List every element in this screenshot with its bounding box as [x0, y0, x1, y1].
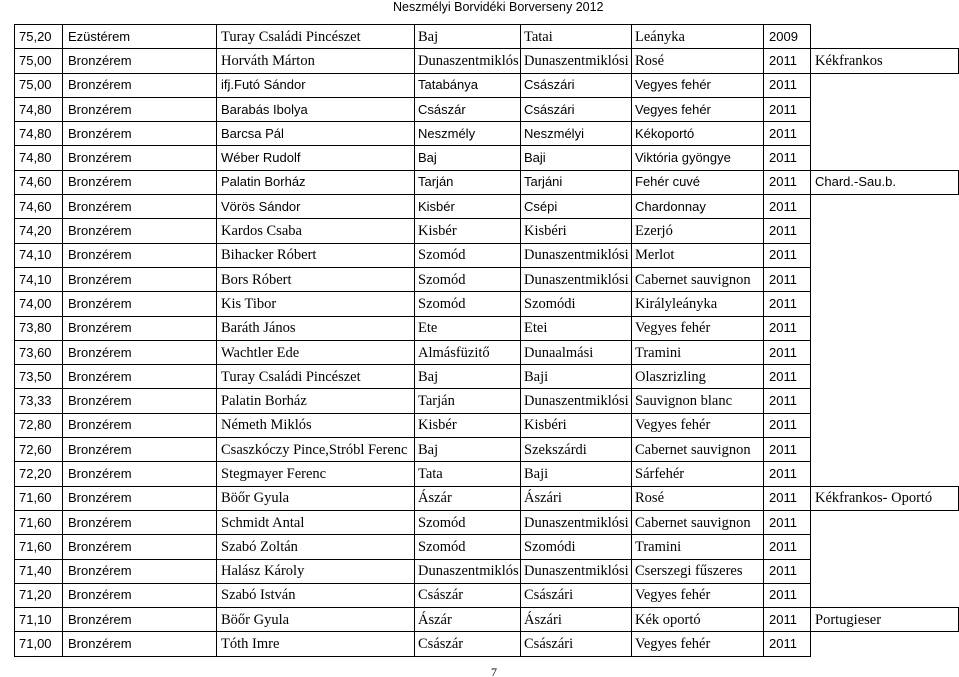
- town-cell: Császár: [415, 632, 521, 656]
- note-cell: [811, 438, 959, 462]
- result-row: [15, 49, 959, 73]
- medal-cell: Bronzérem: [63, 316, 217, 340]
- note-cell: [811, 583, 959, 607]
- producer-cell: Németh Miklós: [217, 413, 415, 437]
- producer-cell: Kis Tibor: [217, 292, 415, 316]
- variety-cell: Rosé: [632, 49, 764, 73]
- note-cell: [811, 632, 959, 656]
- result-row: [15, 316, 959, 340]
- variety-cell: Rosé: [632, 486, 764, 510]
- variety-cell: Viktória gyöngye: [632, 146, 764, 170]
- result-row: [15, 170, 959, 194]
- town-cell: Kisbér: [415, 195, 521, 219]
- result-row: [15, 389, 959, 413]
- result-row: [15, 365, 959, 389]
- score-cell: 74,20: [15, 219, 63, 243]
- note-cell: [811, 292, 959, 316]
- note-cell: [811, 73, 959, 97]
- score-cell: 73,80: [15, 316, 63, 340]
- year-cell: 2011: [764, 583, 811, 607]
- town-cell: Kisbér: [415, 413, 521, 437]
- year-cell: 2011: [764, 462, 811, 486]
- region-cell: Császári: [521, 97, 632, 121]
- town-cell: Császár: [415, 583, 521, 607]
- medal-cell: Bronzérem: [63, 97, 217, 121]
- year-cell: 2011: [764, 170, 811, 194]
- medal-cell: Bronzérem: [63, 413, 217, 437]
- region-cell: Dunaszentmiklósi: [521, 243, 632, 267]
- producer-cell: Tóth Imre: [217, 632, 415, 656]
- medal-cell: Bronzérem: [63, 340, 217, 364]
- region-cell: Szekszárdi: [521, 438, 632, 462]
- region-cell: Szomódi: [521, 535, 632, 559]
- score-cell: 71,60: [15, 486, 63, 510]
- producer-cell: Stegmayer Ferenc: [217, 462, 415, 486]
- producer-cell: Wéber Rudolf: [217, 146, 415, 170]
- town-cell: Tatabánya: [415, 73, 521, 97]
- variety-cell: Vegyes fehér: [632, 413, 764, 437]
- producer-cell: Halász Károly: [217, 559, 415, 583]
- variety-cell: Vegyes fehér: [632, 97, 764, 121]
- year-cell: 2011: [764, 340, 811, 364]
- producer-cell: Wachtler Ede: [217, 340, 415, 364]
- score-cell: 71,60: [15, 535, 63, 559]
- result-row: [15, 438, 959, 462]
- producer-cell: Vörös Sándor: [217, 195, 415, 219]
- result-row: [15, 608, 959, 632]
- year-cell: 2011: [764, 146, 811, 170]
- producer-cell: Bihacker Róbert: [217, 243, 415, 267]
- year-cell: 2011: [764, 559, 811, 583]
- medal-cell: Bronzérem: [63, 49, 217, 73]
- town-cell: Baj: [415, 146, 521, 170]
- town-cell: Szomód: [415, 292, 521, 316]
- region-cell: Csépi: [521, 195, 632, 219]
- town-cell: Baj: [415, 365, 521, 389]
- medal-cell: Bronzérem: [63, 389, 217, 413]
- region-cell: Dunaszentmiklósi: [521, 49, 632, 73]
- result-row: [15, 413, 959, 437]
- note-cell: [811, 97, 959, 121]
- variety-cell: Cserszegi fűszeres: [632, 559, 764, 583]
- note-cell: Portugieser: [811, 608, 959, 632]
- result-row: [15, 510, 959, 534]
- note-cell: [811, 267, 959, 291]
- producer-cell: Barcsa Pál: [217, 122, 415, 146]
- year-cell: 2011: [764, 510, 811, 534]
- score-cell: 75,00: [15, 73, 63, 97]
- score-cell: 74,80: [15, 146, 63, 170]
- year-cell: 2011: [764, 97, 811, 121]
- year-cell: 2011: [764, 219, 811, 243]
- score-cell: 71,10: [15, 608, 63, 632]
- score-cell: 72,20: [15, 462, 63, 486]
- medal-cell: Bronzérem: [63, 195, 217, 219]
- producer-cell: Szabó Zoltán: [217, 535, 415, 559]
- town-cell: Neszmély: [415, 122, 521, 146]
- result-row: [15, 535, 959, 559]
- town-cell: Tarján: [415, 389, 521, 413]
- note-cell: [811, 389, 959, 413]
- year-cell: 2011: [764, 438, 811, 462]
- variety-cell: Chardonnay: [632, 195, 764, 219]
- medal-cell: Bronzérem: [63, 292, 217, 316]
- year-cell: 2011: [764, 413, 811, 437]
- score-cell: 75,00: [15, 49, 63, 73]
- variety-cell: Cabernet sauvignon: [632, 438, 764, 462]
- town-cell: Szomód: [415, 267, 521, 291]
- variety-cell: Tramini: [632, 340, 764, 364]
- producer-cell: Turay Családi Pincészet: [217, 25, 415, 49]
- producer-cell: Szabó István: [217, 583, 415, 607]
- note-cell: [811, 413, 959, 437]
- note-cell: [811, 365, 959, 389]
- year-cell: 2011: [764, 316, 811, 340]
- town-cell: Kisbér: [415, 219, 521, 243]
- score-cell: 74,60: [15, 170, 63, 194]
- score-cell: 71,00: [15, 632, 63, 656]
- variety-cell: Olaszrizling: [632, 365, 764, 389]
- result-row: [15, 146, 959, 170]
- year-cell: 2011: [764, 49, 811, 73]
- result-row: [15, 559, 959, 583]
- result-row: [15, 243, 959, 267]
- variety-cell: Ezerjó: [632, 219, 764, 243]
- region-cell: Ászári: [521, 486, 632, 510]
- variety-cell: Sárfehér: [632, 462, 764, 486]
- note-cell: [811, 462, 959, 486]
- note-cell: [811, 243, 959, 267]
- town-cell: Ászár: [415, 608, 521, 632]
- producer-cell: Horváth Márton: [217, 49, 415, 73]
- year-cell: 2011: [764, 365, 811, 389]
- town-cell: Ete: [415, 316, 521, 340]
- region-cell: Szomódi: [521, 292, 632, 316]
- medal-cell: Bronzérem: [63, 267, 217, 291]
- town-cell: Baj: [415, 25, 521, 49]
- medal-cell: Bronzérem: [63, 73, 217, 97]
- region-cell: Dunaszentmiklósi: [521, 510, 632, 534]
- result-row: [15, 25, 959, 49]
- year-cell: 2009: [764, 25, 811, 49]
- medal-cell: Bronzérem: [63, 510, 217, 534]
- town-cell: Szomód: [415, 243, 521, 267]
- region-cell: Császári: [521, 632, 632, 656]
- town-cell: Császár: [415, 97, 521, 121]
- region-cell: Ászári: [521, 608, 632, 632]
- note-cell: [811, 340, 959, 364]
- year-cell: 2011: [764, 243, 811, 267]
- producer-cell: Schmidt Antal: [217, 510, 415, 534]
- town-cell: Baj: [415, 438, 521, 462]
- town-cell: Szomód: [415, 510, 521, 534]
- score-cell: 71,60: [15, 510, 63, 534]
- region-cell: Baji: [521, 146, 632, 170]
- result-row: [15, 267, 959, 291]
- medal-cell: Bronzérem: [63, 632, 217, 656]
- note-cell: [811, 122, 959, 146]
- note-cell: [811, 146, 959, 170]
- note-cell: Kékfrankos- Oportó: [811, 486, 959, 510]
- producer-cell: Barabás Ibolya: [217, 97, 415, 121]
- region-cell: Kisbéri: [521, 413, 632, 437]
- medal-cell: Bronzérem: [63, 438, 217, 462]
- variety-cell: Cabernet sauvignon: [632, 510, 764, 534]
- result-row: [15, 340, 959, 364]
- score-cell: 74,80: [15, 97, 63, 121]
- year-cell: 2011: [764, 632, 811, 656]
- producer-cell: Bors Róbert: [217, 267, 415, 291]
- variety-cell: Kék oportó: [632, 608, 764, 632]
- score-cell: 74,10: [15, 243, 63, 267]
- town-cell: Dunaszentmiklós: [415, 49, 521, 73]
- medal-cell: Bronzérem: [63, 486, 217, 510]
- score-cell: 74,10: [15, 267, 63, 291]
- results-table: [14, 24, 959, 657]
- region-cell: Neszmélyi: [521, 122, 632, 146]
- year-cell: 2011: [764, 535, 811, 559]
- producer-cell: Palatin Borház: [217, 170, 415, 194]
- score-cell: 71,40: [15, 559, 63, 583]
- region-cell: Tarjáni: [521, 170, 632, 194]
- region-cell: Császári: [521, 583, 632, 607]
- score-cell: 75,20: [15, 25, 63, 49]
- producer-cell: Baráth János: [217, 316, 415, 340]
- year-cell: 2011: [764, 389, 811, 413]
- variety-cell: Sauvignon blanc: [632, 389, 764, 413]
- note-cell: [811, 25, 959, 49]
- medal-cell: Bronzérem: [63, 219, 217, 243]
- score-cell: 73,33: [15, 389, 63, 413]
- variety-cell: Vegyes fehér: [632, 316, 764, 340]
- note-cell: [811, 316, 959, 340]
- note-cell: [811, 535, 959, 559]
- producer-cell: Csaszkóczy Pince,Stróbl Ferenc: [217, 438, 415, 462]
- medal-cell: Bronzérem: [63, 365, 217, 389]
- page-number: 7: [491, 666, 497, 677]
- medal-cell: Bronzérem: [63, 559, 217, 583]
- score-cell: 74,60: [15, 195, 63, 219]
- producer-cell: ifj.Futó Sándor: [217, 73, 415, 97]
- medal-cell: Ezüstérem: [63, 25, 217, 49]
- town-cell: Tarján: [415, 170, 521, 194]
- year-cell: 2011: [764, 267, 811, 291]
- variety-cell: Tramini: [632, 535, 764, 559]
- producer-cell: Böőr Gyula: [217, 608, 415, 632]
- year-cell: 2011: [764, 122, 811, 146]
- variety-cell: Vegyes fehér: [632, 632, 764, 656]
- result-row: [15, 73, 959, 97]
- score-cell: 74,80: [15, 122, 63, 146]
- result-row: [15, 122, 959, 146]
- variety-cell: Merlot: [632, 243, 764, 267]
- town-cell: Tata: [415, 462, 521, 486]
- medal-cell: Bronzérem: [63, 170, 217, 194]
- result-row: [15, 583, 959, 607]
- note-cell: Kékfrankos: [811, 49, 959, 73]
- score-cell: 72,80: [15, 413, 63, 437]
- year-cell: 2011: [764, 486, 811, 510]
- result-row: [15, 219, 959, 243]
- town-cell: Dunaszentmiklós: [415, 559, 521, 583]
- year-cell: 2011: [764, 292, 811, 316]
- region-cell: Dunaalmási: [521, 340, 632, 364]
- score-cell: 73,50: [15, 365, 63, 389]
- region-cell: Baji: [521, 365, 632, 389]
- producer-cell: Böőr Gyula: [217, 486, 415, 510]
- region-cell: Etei: [521, 316, 632, 340]
- score-cell: 74,00: [15, 292, 63, 316]
- note-cell: [811, 510, 959, 534]
- town-cell: Szomód: [415, 535, 521, 559]
- document-header-title: Neszmélyi Borvidéki Borverseny 2012: [393, 0, 604, 14]
- medal-cell: Bronzérem: [63, 583, 217, 607]
- note-cell: [811, 219, 959, 243]
- producer-cell: Kardos Csaba: [217, 219, 415, 243]
- medal-cell: Bronzérem: [63, 608, 217, 632]
- year-cell: 2011: [764, 195, 811, 219]
- region-cell: Kisbéri: [521, 219, 632, 243]
- score-cell: 72,60: [15, 438, 63, 462]
- medal-cell: Bronzérem: [63, 462, 217, 486]
- town-cell: Almásfüzitő: [415, 340, 521, 364]
- variety-cell: Cabernet sauvignon: [632, 267, 764, 291]
- medal-cell: Bronzérem: [63, 146, 217, 170]
- town-cell: Ászár: [415, 486, 521, 510]
- variety-cell: Fehér cuvé: [632, 170, 764, 194]
- producer-cell: Palatin Borház: [217, 389, 415, 413]
- year-cell: 2011: [764, 608, 811, 632]
- score-cell: 71,20: [15, 583, 63, 607]
- region-cell: Baji: [521, 462, 632, 486]
- note-cell: [811, 559, 959, 583]
- medal-cell: Bronzérem: [63, 535, 217, 559]
- variety-cell: Leányka: [632, 25, 764, 49]
- variety-cell: Vegyes fehér: [632, 583, 764, 607]
- variety-cell: Kékoportó: [632, 122, 764, 146]
- producer-cell: Turay Családi Pincészet: [217, 365, 415, 389]
- result-row: [15, 195, 959, 219]
- variety-cell: Vegyes fehér: [632, 73, 764, 97]
- year-cell: 2011: [764, 73, 811, 97]
- note-cell: Chard.-Sau.b.: [811, 170, 959, 194]
- result-row: [15, 292, 959, 316]
- result-row: [15, 462, 959, 486]
- region-cell: Tatai: [521, 25, 632, 49]
- score-cell: 73,60: [15, 340, 63, 364]
- medal-cell: Bronzérem: [63, 243, 217, 267]
- medal-cell: Bronzérem: [63, 122, 217, 146]
- result-row: [15, 632, 959, 656]
- region-cell: Dunaszentmiklósi: [521, 267, 632, 291]
- variety-cell: Királyleányka: [632, 292, 764, 316]
- region-cell: Császári: [521, 73, 632, 97]
- region-cell: Dunaszentmiklósi: [521, 389, 632, 413]
- results-table-body: [15, 25, 959, 657]
- result-row: [15, 486, 959, 510]
- result-row: [15, 97, 959, 121]
- region-cell: Dunaszentmiklósi: [521, 559, 632, 583]
- note-cell: [811, 195, 959, 219]
